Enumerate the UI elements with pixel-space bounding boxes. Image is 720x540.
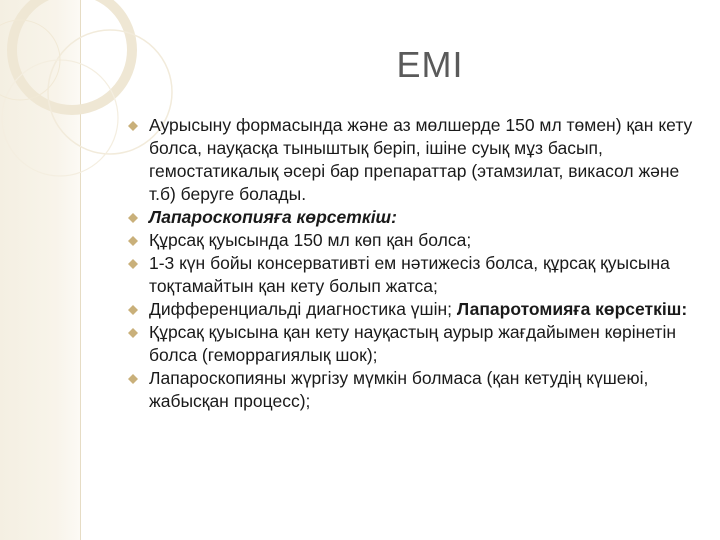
laparoscopy-indication-heading: Лапароскопияға көрсеткіш:	[149, 207, 397, 227]
bullet-list	[128, 114, 694, 413]
bullet-text: 1-3 күн бойы консервативті ем нәтижесіз болса, құрсақ қуысына тоқтамайтын қан кету болып жатса;	[149, 253, 670, 296]
bullet-item-2	[128, 206, 694, 229]
diamond-bullet-icon	[128, 213, 138, 223]
bullet-item-4	[128, 252, 694, 298]
diamond-bullet-icon	[128, 121, 138, 131]
bullet-item-1	[128, 114, 694, 206]
diamond-bullet-icon	[128, 328, 138, 338]
bullet-text: Дифференциальді диагностика үшін;	[149, 299, 452, 319]
bullet-item-6	[128, 321, 694, 367]
bullet-text: Құрсақ қуысында 150 мл көп қан болса;	[149, 230, 472, 250]
diamond-bullet-icon	[128, 374, 138, 384]
laparotomy-indication-heading: Лапаротомияға көрсеткіш:	[456, 299, 688, 319]
bullet-text: Аурысыну формасында және аз мөлшерде 150 мл төмен) қан кету болса, науқасқа тыныштық беріп, ішіне суық мұз басып, гемостатикалық әсері бар препараттар (этамзилат, викасол және т.б) беруге болады.	[149, 115, 693, 204]
diamond-bullet-icon	[128, 259, 138, 269]
slide-title: ЕМІ	[396, 44, 464, 85]
bullet-item-7	[128, 367, 694, 413]
decorative-side-band	[0, 0, 80, 540]
side-band-divider	[80, 0, 81, 540]
bullet-text: Құрсақ қуысына қан кету науқастың аурыр жағдайымен көрінетін болса (геморрагиялық шок);	[149, 322, 676, 365]
bullet-item-3	[128, 229, 694, 252]
bullet-item-5	[128, 298, 694, 321]
diamond-bullet-icon	[128, 305, 138, 315]
bullet-text: Лапароскопияны жүргізу мүмкін болмаса (қан кетудің күшеюі, жабысқан процесс);	[149, 368, 649, 411]
diamond-bullet-icon	[128, 236, 138, 246]
